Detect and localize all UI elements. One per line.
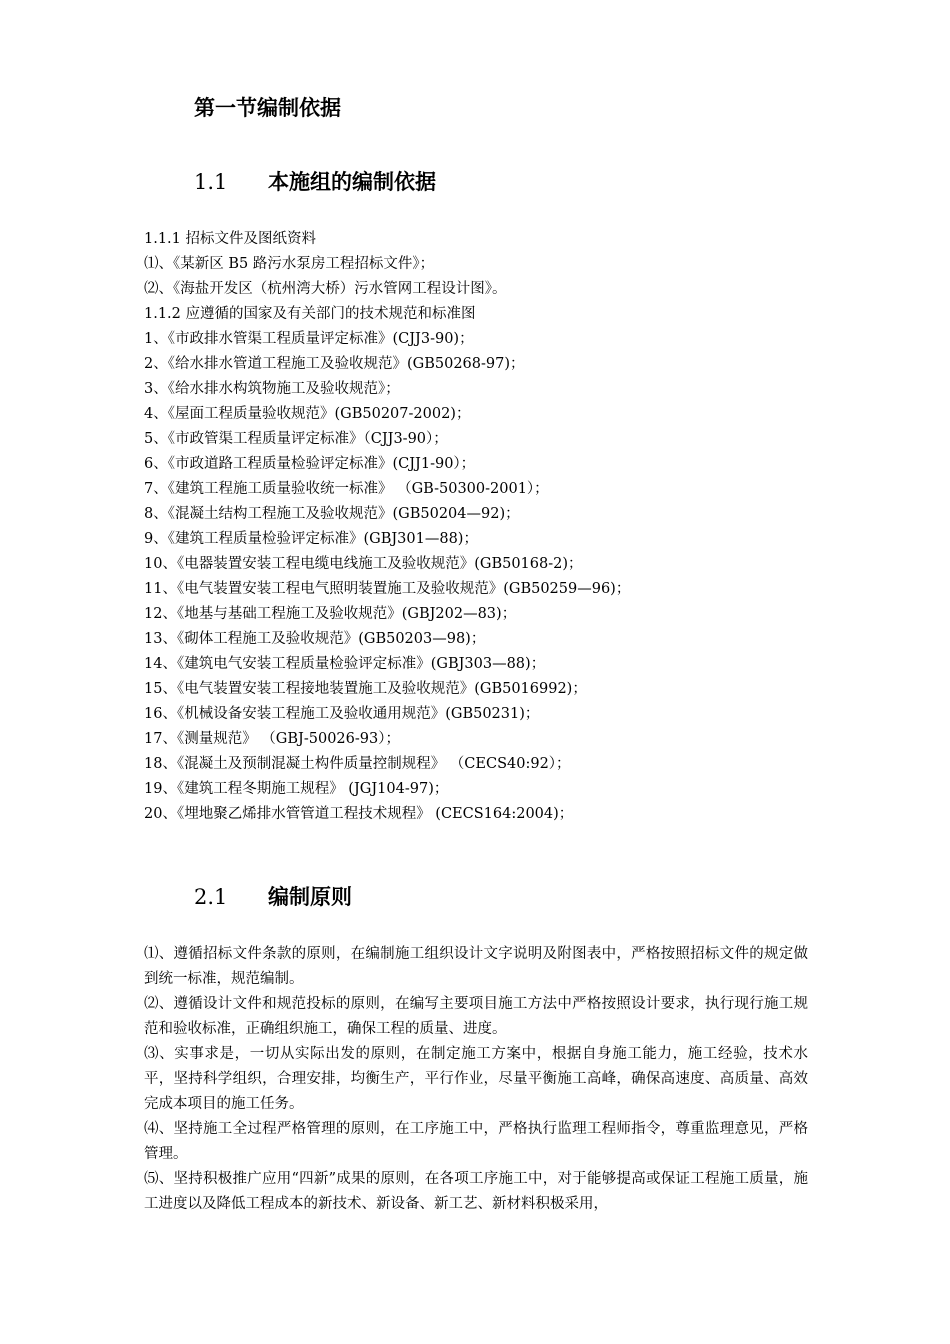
- list-item: 15、《电气装置安装工程接地装置施工及验收规范》(GB5016992)；: [144, 681, 587, 697]
- list-item: 17、《测量规范》 （GBJ-50026-93）；: [144, 731, 400, 747]
- list-item: 19、《建筑工程冬期施工规程》 (JGJ104-97)；: [144, 781, 449, 797]
- list-item: 5、《市政管渠工程质量评定标准》（CJJ3-90）；: [144, 431, 448, 447]
- list-item: 3、《给水排水构筑物施工及验收规范》；: [144, 381, 400, 397]
- list-item: 9、《建筑工程质量检验评定标准》(GBJ301—88)；: [144, 531, 478, 547]
- list-item: 12、《地基与基础工程施工及验收规范》(GBJ202—83)；: [144, 606, 517, 622]
- list-item: 4、《屋面工程质量验收规范》(GB50207-2002)；: [144, 406, 471, 422]
- list-item: 10、《电器装置安装工程电缆电线施工及验收规范》(GB50168-2)；: [144, 556, 583, 572]
- list-item: 20、《埋地聚乙烯排水管管道工程技术规程》 (CECS164:2004)；: [144, 806, 574, 822]
- section-title: 编制原则: [268, 884, 352, 909]
- subsection-heading: 1.1.2 应遵循的国家及有关部门的技术规范和标准图: [144, 306, 476, 322]
- list-item: 13、《砌体工程施工及验收规范》(GB50203—98)；: [144, 631, 486, 647]
- principle-paragraph: ⑷、坚持施工全过程严格管理的原则，在工序施工中，严格执行监理工程师指令，尊重监理意见，严格管理。: [144, 1121, 808, 1162]
- list-item: 11、《电气装置安装工程电气照明装置施工及验收规范》(GB50259—96)；: [144, 581, 631, 597]
- list-item: 1、《市政排水管渠工程质量评定标准》(CJJ3-90)；: [144, 331, 474, 347]
- principle-paragraph: ⑶、实事求是，一切从实际出发的原则，在制定施工方案中，根据自身施工能力，施工经验，技术水平，坚持科学组织，合理安排，均衡生产，平行作业，尽量平衡施工高峰，确保高速度、高质量、高效完成本项目的施工任务。: [144, 1046, 808, 1112]
- reference-list: [144, 227, 824, 827]
- section-number: 2.1: [194, 885, 228, 909]
- list-item: 2、《给水排水管道工程施工及验收规范》(GB50268-97)；: [144, 356, 525, 372]
- list-item: 16、《机械设备安装工程施工及验收通用规范》(GB50231)；: [144, 706, 540, 722]
- principle-paragraph: ⑴、遵循招标文件条款的原则，在编制施工组织设计文字说明及附图表中，严格按照招标文件的规定做到统一标准，规范编制。: [144, 946, 808, 987]
- section-number: 1.1: [194, 170, 228, 194]
- principle-paragraph: ⑸、坚持积极推广应用“四新”成果的原则，在各项工序施工中，对于能够提高或保证工程施工质量，施工进度以及降低工程成本的新技术、新设备、新工艺、新材料积极采用，: [144, 1171, 808, 1212]
- principles-list: [144, 942, 808, 1217]
- subsection-heading: 1.1.1 招标文件及图纸资料: [144, 231, 317, 247]
- list-item: 14、《建筑电气安装工程质量检验评定标准》(GBJ303—88)；: [144, 656, 546, 672]
- list-item: 6、《市政道路工程质量检验评定标准》(CJJ1-90）；: [144, 456, 476, 472]
- principle-paragraph: ⑵、遵循设计文件和规范投标的原则，在编写主要项目施工方法中严格按照设计要求，执行现行施工规范和验收标准，正确组织施工，确保工程的质量、进度。: [144, 996, 808, 1037]
- list-item: 7、《建筑工程施工质量验收统一标准》 （GB-50300-2001）；: [144, 481, 549, 497]
- section-title: 本施组的编制依据: [268, 169, 436, 194]
- section-heading-1-1: [194, 166, 436, 196]
- chapter-title: 第一节编制依据: [194, 95, 341, 120]
- list-item: ⑴、《某新区 B5 路污水泵房工程招标文件》；: [144, 256, 435, 272]
- list-item: 18、《混凝土及预制混凝土构件质量控制规程》 （CECS40:92）；: [144, 756, 571, 772]
- list-item: ⑵、《海盐开发区（杭州湾大桥）污水管网工程设计图》。: [144, 281, 507, 297]
- list-item: 8、《混凝土结构工程施工及验收规范》(GB50204—92)；: [144, 506, 520, 522]
- section-heading-2-1: [194, 881, 352, 911]
